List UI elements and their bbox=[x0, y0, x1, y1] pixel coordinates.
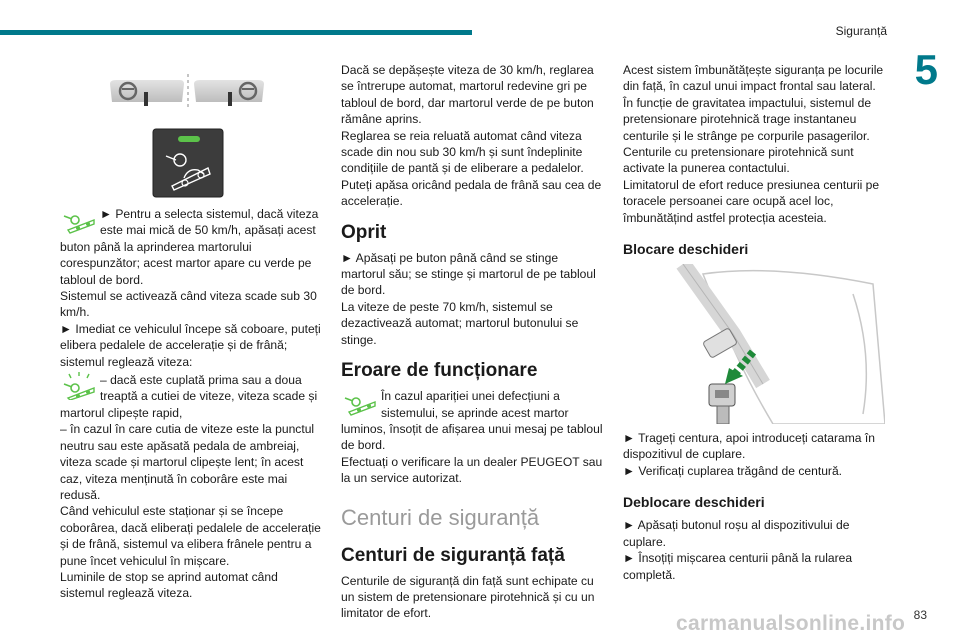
downhill-assist-fault-icon bbox=[341, 388, 379, 416]
note-block-1 bbox=[60, 206, 322, 370]
heading-blocare: Blocare deschideri bbox=[623, 241, 749, 258]
downhill-assist-icon bbox=[60, 206, 98, 234]
heading-centuri-fata: Centuri de siguranță față bbox=[341, 544, 565, 566]
chapter-number: 5 bbox=[914, 46, 938, 93]
speed-limit-text: Dacă se depășește viteza de 30 km/h, reglarea se întrerupe automat, martorul redevine gri pe tabloul de bord, dar martorul verde de pe buton rămâne aprins. Reglarea se reia reluată automat când viteza scade din nou sub 30 km/h și sunt îndeplinite condițiile de pantă și de eliberare a pedalelor. Puteți apăsa oricând pedala de frână sau cea de accelerație. bbox=[341, 63, 602, 209]
downhill-button-figure bbox=[152, 128, 224, 198]
seatbelt-buckle-figure bbox=[623, 264, 885, 424]
heading-eroare: Eroare de funcționare bbox=[341, 360, 538, 382]
section-title: Siguranță bbox=[835, 24, 887, 38]
column-2 bbox=[341, 62, 605, 622]
deblocare-text: ► Apăsați butonul roșu al dispozitivului de cuplare. ► Însoțiți mișcarea centurii până la rularea completă. bbox=[623, 518, 853, 582]
blocare-text: ► Trageți centura, apoi introduceți catarama în dispozitivul de cuplare. ► Verificați cuplarea trăgând de centură. bbox=[623, 431, 875, 478]
heading-deblocare: Deblocare deschideri bbox=[623, 494, 765, 511]
centuri-fata-text: Centurile de siguranță din față sunt echipate cu un sistem de pretensionare pirotehnică și cu un limitator de efort. bbox=[341, 573, 595, 621]
downhill-regulation-text: – dacă este cuplată prima sau a doua treaptă a cutiei de viteze, viteza scade și martorul clipește rapid, – în cazul în care cutia de viteze este la punctul neutru sau este apăsată pedala de ambreiaj, viteza scade și martorul clipește lent; în acest caz, viteza menținută în coborâre este mai redusă. Când vehiculul este staționar și se începe coborârea, dacă eliberați pedalele de accelerație și de frână, sistemul va elibera frânele pentru a pune încet vehiculul în mișcare. Luminile de stop se aprind automat când sistemul reglează viteza. bbox=[60, 373, 321, 601]
note-block-3 bbox=[341, 388, 605, 486]
header-accent-bar bbox=[0, 30, 472, 35]
column-3 bbox=[623, 62, 887, 583]
pretensioner-text: Acest sistem îmbunătățește siguranța pe locurile din față, în cazul unui impact frontal sau lateral. În funcție de gravitatea impactului, sistemul de pretensionare pirotehnică trage instantaneu centurile și le strânge pe corpurile pasagerilor. Centurile cu pretensionare pirotehnică sunt activate la punerea contactului. Limitatorul de efort reduce presiunea centurii pe toracele persoanei care ocupă acel loc, îmbunătățind astfel protecția acesteia. bbox=[623, 63, 884, 225]
eroare-text: În cazul apariției unei defecțiuni a sistemului, se aprinde acest martor luminos, însoțit de afișarea unui mesaj pe tabloul de bord. Efectuați o verificare la un dealer PEUGEOT sau la un service autorizat. bbox=[341, 389, 603, 486]
oprit-text: ► Apăsați pe buton până când se stinge martorul său; se stinge și martorul de pe tabloul de bord. La viteze de peste 70 km/h, sistemul se dezactivează automat; martorul butonului se stinge. bbox=[341, 250, 596, 347]
downhill-select-text: ► Pentru a selecta sistemul, dacă viteza este mai mică de 50 km/h, apăsați acest buton până la aprinderea martorului corespunzător; acest martor apare cu verde pe tabloul de bord. Sistemul se activează când viteza scade sub 30 km/h. ► Imediat ce vehiculul începe să coboare, puteți elibera pedalele de accelerație și de frână; sistemul reglează viteza: bbox=[60, 207, 321, 369]
column-1 bbox=[60, 206, 322, 602]
note-block-2 bbox=[60, 372, 322, 602]
heading-oprit: Oprit bbox=[341, 221, 387, 243]
watermark: carmanualsonline.info bbox=[676, 612, 906, 635]
downhill-assist-flashing-icon bbox=[60, 372, 98, 400]
page-number: 83 bbox=[913, 608, 927, 622]
steering-wheel-figure bbox=[108, 70, 268, 112]
heading-centuri: Centuri de siguranță bbox=[341, 504, 540, 530]
